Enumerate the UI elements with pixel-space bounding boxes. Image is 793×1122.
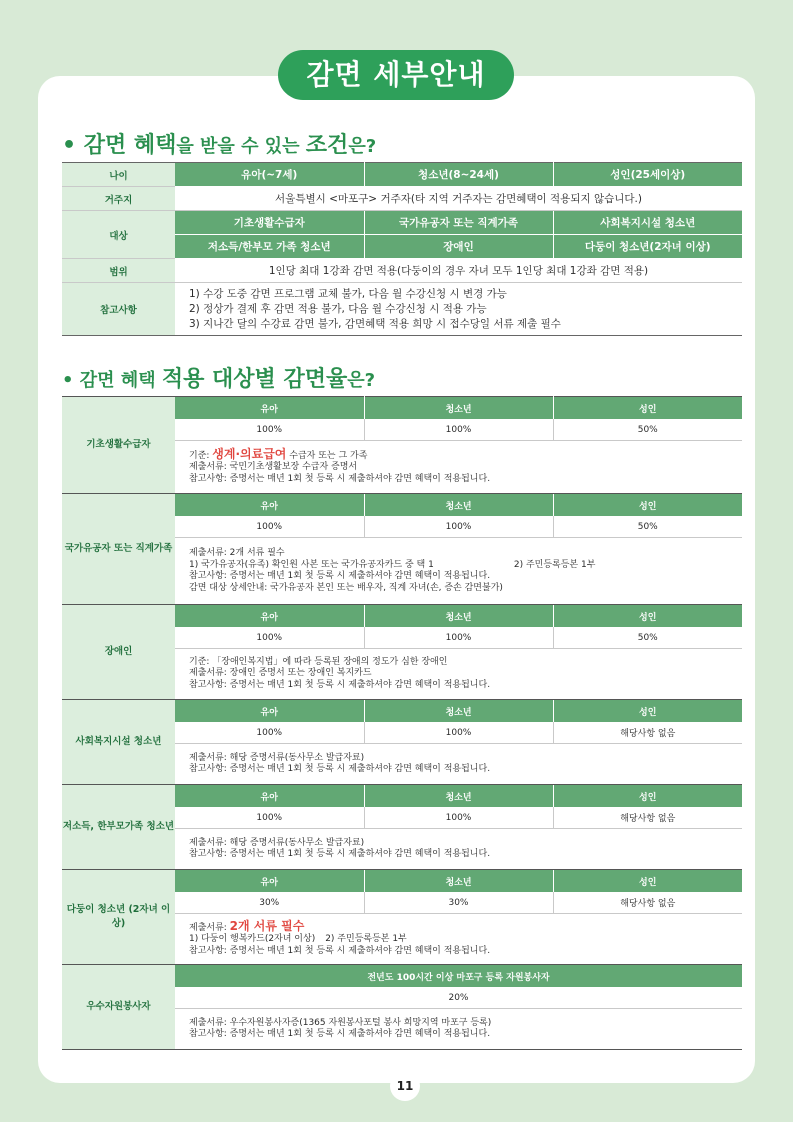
- group-notes: [175, 538, 742, 605]
- note-line: 제출서류: 해당 증명서류(동사무소 발급자료): [189, 837, 365, 848]
- note-line: 제출서류: 2개 서류 필수: [189, 918, 305, 933]
- rate-value: 해당사항 없음: [553, 722, 742, 744]
- note-line: 제출서류: 국민기초생활보장 수급자 증명서: [189, 462, 358, 473]
- page-number: 11: [390, 1071, 420, 1101]
- rate-value: 100%: [175, 419, 364, 441]
- col-header: 성인: [553, 494, 742, 517]
- residence-value: 서울특별시 <마포구> 거주자(타 지역 거주자는 감면혜택이 적용되지 않습니다.): [175, 187, 742, 211]
- reference-label: 참고사항: [62, 283, 175, 336]
- rate-value: 해당사항 없음: [553, 892, 742, 914]
- rate-value: 해당사항 없음: [553, 807, 742, 829]
- rate-value: 100%: [364, 627, 553, 649]
- target-cell: 사회복지시설 청소년: [553, 211, 742, 235]
- target-cell: 기초생활수급자: [175, 211, 364, 235]
- col-header: 유아: [175, 605, 364, 628]
- scope-value: 1인당 최대 1강좌 감면 적용(다둥이의 경우 자녀 모두 1인당 최대 1강좌 감면 적용): [175, 259, 742, 283]
- eligibility-table: [62, 162, 742, 336]
- group-label: 사회복지시설 청소년: [62, 700, 175, 785]
- note-line: 기준: 생계·의료급여 수급자 또는 그 가족: [189, 446, 368, 461]
- col-header: 유아: [175, 494, 364, 517]
- rate-value: 50%: [553, 516, 742, 538]
- rate-value: 100%: [364, 722, 553, 744]
- col-header: 유아: [175, 785, 364, 808]
- group-notes: [175, 744, 742, 785]
- residence-label: 거주지: [62, 187, 175, 211]
- group-label: 다둥이 청소년 (2자녀 이상): [62, 870, 175, 965]
- target-label: 대상: [62, 211, 175, 259]
- group-notes: [175, 441, 742, 494]
- col-header: 유아: [175, 870, 364, 893]
- note-line: 1) 국가유공자(유족) 확인원 사본 또는 국가유공자카드 중 택 1 2) 주민등록등본 1부: [189, 559, 596, 570]
- note-line: 제출서류: 해당 증명서류(동사무소 발급자료): [189, 752, 365, 763]
- group-notes: [175, 649, 742, 700]
- group-notes: [175, 829, 742, 870]
- group-label: 저소득, 한부모가족 청소년: [62, 785, 175, 870]
- note-line: 참고사항: 증명서는 매년 1회 첫 등록 시 제출하셔야 감면 혜택이 적용됩니다.: [189, 571, 491, 581]
- col-header: 성인: [553, 605, 742, 628]
- rate-value: 30%: [364, 892, 553, 914]
- rate-value: 100%: [175, 807, 364, 829]
- col-header: 유아: [175, 397, 364, 420]
- col-header: 청소년: [364, 494, 553, 517]
- note-line: 참고사항: 증명서는 매년 1회 첫 등록 시 제출하셔야 감면 혜택이 적용됩니다.: [189, 849, 491, 859]
- target-cell: 국가유공자 또는 직계가족: [364, 211, 553, 235]
- rate-value: 100%: [364, 419, 553, 441]
- reference-note: 1) 수강 도중 감면 프로그램 교체 불가, 다음 월 수강신청 시 변경 가능: [189, 287, 507, 300]
- target-cell: 장애인: [364, 235, 553, 259]
- note-line: 참고사항: 증명서는 매년 1회 첫 등록 시 제출하셔야 감면 혜택이 적용됩니다.: [189, 679, 491, 690]
- rate-value: 50%: [553, 419, 742, 441]
- target-cell: 다둥이 청소년(2자녀 이상): [553, 235, 742, 259]
- group-notes: [175, 914, 742, 965]
- note-line: 감면 대상 상세안내: 국가유공자 본인 또는 배우자, 직계 자녀(손, 증손 감면불가): [189, 582, 503, 593]
- rate-value: 100%: [175, 516, 364, 538]
- age-label: 나이: [62, 163, 175, 187]
- note-line: 참고사항: 증명서는 매년 1회 첫 등록 시 제출하셔야 감면 혜택이 적용됩니다.: [189, 945, 491, 956]
- note-line: 참고사항: 증명서는 매년 1회 첫 등록 시 제출하셔야 감면 혜택이 적용됩니다.: [189, 764, 491, 774]
- rate-value: 100%: [175, 627, 364, 649]
- note-line: 참고사항: 증명서는 매년 1회 첫 등록 시 제출하셔야 감면 혜택이 적용됩니다.: [189, 1029, 491, 1039]
- note-line: 기준: 「장애인복지법」에 따라 등록된 장애의 정도가 심한 장애인: [189, 656, 448, 667]
- target-cell: 저소득/한부모 가족 청소년: [175, 235, 364, 259]
- col-header: 청소년: [364, 397, 553, 420]
- section2-heading: • 감면 혜택 적용 대상별 감면율은?: [62, 367, 376, 392]
- col-header: 성인: [553, 700, 742, 723]
- col-header: 청소년: [364, 785, 553, 808]
- col-header: 전년도 100시간 이상 마포구 등록 자원봉사자: [175, 965, 742, 988]
- rate-value: 100%: [175, 722, 364, 744]
- rate-value: 20%: [175, 987, 742, 1009]
- col-header: 성인: [553, 397, 742, 420]
- reference-notes: [175, 283, 742, 336]
- reference-note: 2) 정상가 결제 후 감면 적용 불가, 다음 월 수강신청 시 적용 가능: [189, 302, 487, 315]
- section1-heading: • 감면 혜택을 받을 수 있는 조건은?: [62, 133, 377, 158]
- rate-value: 100%: [364, 516, 553, 538]
- age-cell: 성인(25세이상): [553, 163, 742, 187]
- col-header: 유아: [175, 700, 364, 723]
- note-line: 제출서류: 2개 서류 필수: [189, 548, 285, 558]
- rate-value: 50%: [553, 627, 742, 649]
- rate-value: 100%: [364, 807, 553, 829]
- scope-label: 범위: [62, 259, 175, 283]
- age-cell: 청소년(8~24세): [364, 163, 553, 187]
- note-line: 제출서류: 우수자원봉사자증(1365 자원봉사포털 봉사 희망지역 마포구 등록): [189, 1017, 492, 1028]
- group-label: 국가유공자 또는 직계가족: [62, 494, 175, 605]
- note-line: 제출서류: 장애인 증명서 또는 장애인 복지카드: [189, 668, 372, 679]
- discount-rate-table: [62, 396, 742, 1050]
- col-header: 청소년: [364, 870, 553, 893]
- note-line: 1) 다둥이 행복카드(2자녀 이상) 2) 주민등록등본 1부: [189, 934, 407, 945]
- group-label: 장애인: [62, 605, 175, 700]
- reference-note: 3) 지나간 달의 수강료 감면 불가, 감면혜택 적용 희망 시 접수당일 서류 제출 필수: [189, 317, 561, 330]
- col-header: 성인: [553, 785, 742, 808]
- col-header: 성인: [553, 870, 742, 893]
- group-label: 기초생활수급자: [62, 397, 175, 494]
- rate-value: 30%: [175, 892, 364, 914]
- col-header: 청소년: [364, 700, 553, 723]
- page-title: 감면 세부안내: [278, 50, 514, 100]
- age-cell: 유아(~7세): [175, 163, 364, 187]
- col-header: 청소년: [364, 605, 553, 628]
- group-label: 우수자원봉사자: [62, 965, 175, 1050]
- note-line: 참고사항: 증명서는 매년 1회 첫 등록 시 제출하셔야 감면 혜택이 적용됩니다.: [189, 473, 491, 484]
- group-notes: [175, 1009, 742, 1050]
